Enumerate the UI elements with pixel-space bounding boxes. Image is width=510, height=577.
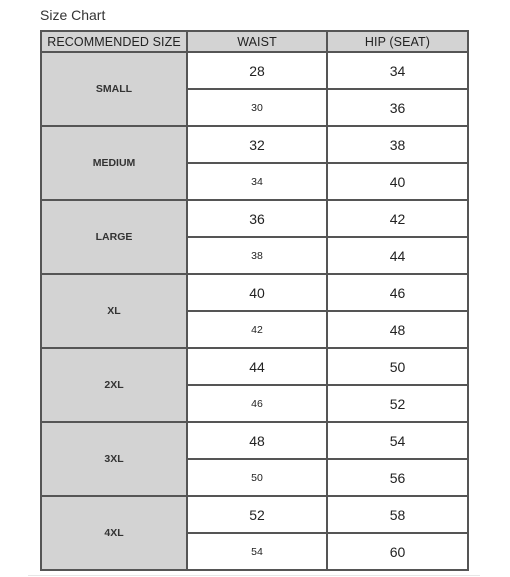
size-chart-table (40, 30, 469, 571)
size-label: SMALL (41, 52, 187, 126)
size-label: MEDIUM (41, 126, 187, 200)
hip-value: 50 (327, 348, 468, 385)
waist-value: 30 (187, 89, 327, 126)
table-header-row (41, 31, 468, 52)
header-waist: WAIST (187, 31, 327, 52)
size-label: 4XL (41, 496, 187, 570)
table-row (41, 496, 468, 533)
table-row (41, 200, 468, 237)
table-row (41, 348, 468, 385)
table-row (41, 422, 468, 459)
size-label: 3XL (41, 422, 187, 496)
table-row (41, 274, 468, 311)
header-recommended-size: RECOMMENDED SIZE (41, 31, 187, 52)
hip-value: 36 (327, 89, 468, 126)
hip-value: 44 (327, 237, 468, 274)
waist-value: 52 (187, 496, 327, 533)
size-label: XL (41, 274, 187, 348)
size-label: LARGE (41, 200, 187, 274)
table-row (41, 126, 468, 163)
size-label: 2XL (41, 348, 187, 422)
waist-value: 54 (187, 533, 327, 570)
hip-value: 46 (327, 274, 468, 311)
hip-value: 58 (327, 496, 468, 533)
hip-value: 34 (327, 52, 468, 89)
waist-value: 40 (187, 274, 327, 311)
table-row (41, 52, 468, 89)
waist-value: 36 (187, 200, 327, 237)
hip-value: 40 (327, 163, 468, 200)
hip-value: 54 (327, 422, 468, 459)
waist-value: 46 (187, 385, 327, 422)
waist-value: 32 (187, 126, 327, 163)
waist-value: 50 (187, 459, 327, 496)
hip-value: 42 (327, 200, 468, 237)
waist-value: 38 (187, 237, 327, 274)
bottom-divider (28, 575, 480, 576)
waist-value: 42 (187, 311, 327, 348)
waist-value: 44 (187, 348, 327, 385)
waist-value: 34 (187, 163, 327, 200)
hip-value: 60 (327, 533, 468, 570)
page-title: Size Chart (40, 7, 106, 23)
waist-value: 28 (187, 52, 327, 89)
hip-value: 38 (327, 126, 468, 163)
hip-value: 56 (327, 459, 468, 496)
waist-value: 48 (187, 422, 327, 459)
hip-value: 52 (327, 385, 468, 422)
hip-value: 48 (327, 311, 468, 348)
header-hip: HIP (SEAT) (327, 31, 468, 52)
